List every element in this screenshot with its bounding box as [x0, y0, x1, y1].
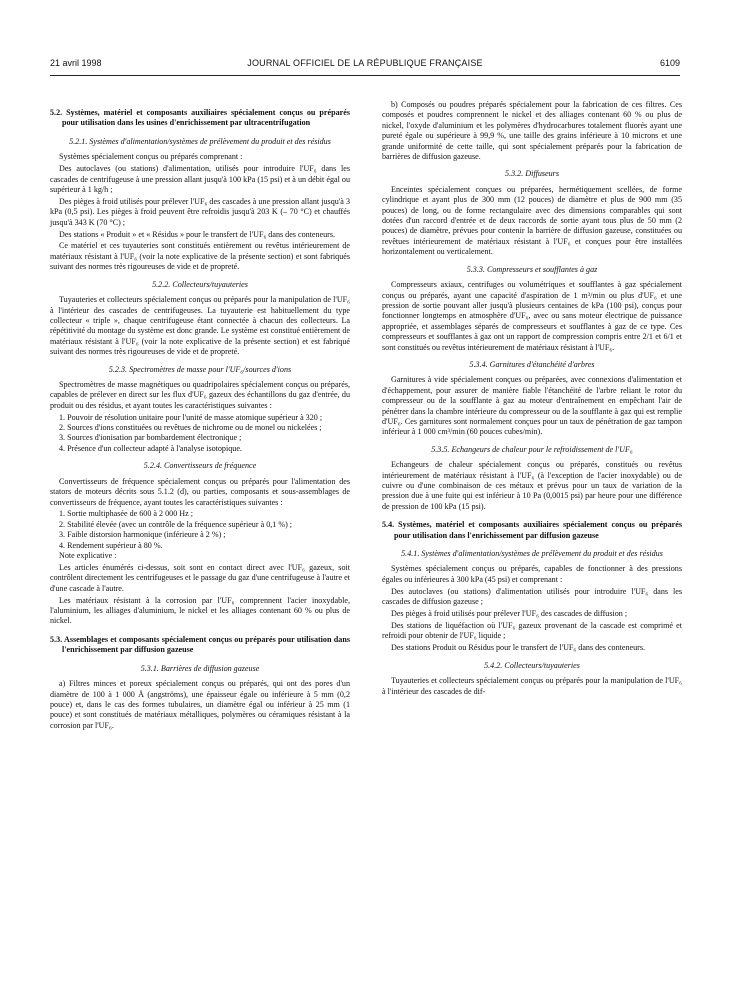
paragraph: Des stations « Produit » et « Résidus » pour le transfert de l'UF₆ dans des conteneurs. — [59, 229, 336, 239]
paragraph: Systèmes spécialement conçus ou préparés comprenant : — [59, 152, 243, 162]
paragraph: Des autoclaves (ou stations) d'alimentation utilisés pour introduire l'UF₆ dans les cascades de diffusion gazeuse ; — [382, 586, 682, 607]
paragraph: Enceintes spécialement conçues ou préparées, hermétiquement scellées, de forme cylindrique et ayant plus de 300 mm (12 pouces) de diamètre et plus de 900 mm (35 pouces) de long, ou de forme rectangulaire avec des dimensions comparables qui sont dotées d'un raccord d'entrée et de deux raccords de sortie ayant tous plus de 50 mm (2 pouces) de diamètre, prévues pour contenir la barrière de diffusion gazeuse, constituées ou revêtues intérieurement de matériaux résistant à l'UF₆ et conçues pour être installées horizontalement ou verticalement. — [382, 184, 682, 257]
subsection-heading: 5.3.2. Diffuseurs — [505, 169, 559, 179]
paragraph: Echangeurs de chaleur spécialement conçus ou préparés, constitués ou revêtus intérieurement de matériaux résistant à l'UF₆ (à l'exception de l'acier inoxydable) ou de cuivre ou d'une combinaison de ces métaux et prévus pour un taux de variation de la pression due à une fuite qui est inférieur à 10 Pa (0,0015 psi) par heure pour une différence de pression de 100 kPa (15 psi). — [382, 460, 682, 511]
header-journal-title: JOURNAL OFFICIEL DE LA RÉPUBLIQUE FRANÇAISE — [247, 58, 483, 68]
note-label: Note explicative : — [59, 551, 117, 561]
subsection-heading: 5.3.5. Echangeurs de chaleur pour le refroidissement de l'UF₆ — [431, 444, 633, 454]
paragraph: Tuyauteries et collecteurs spécialement conçus ou préparés pour la manipulation de l'UF₆ à l'intérieur des cascades de centrifugeuses. La tuyauterie est habituellement du type collecteur « triple », chaque centrifugeuse étant connectée à chacun des collecteurs. La répétitivité du montage du système est donc grande. Le système est constitué entièrement de matériaux résistant à l'UF₆ (voir la note explicative de la présente section) et est fabriqué suivant des normes très rigoureuses de vide et de propreté. — [50, 295, 350, 357]
list-item: 1. Sortie multiphasée de 600 à 2 000 Hz ; — [59, 509, 193, 519]
page-header — [50, 58, 680, 72]
paragraph: Convertisseurs de fréquence spécialement conçus ou préparés pour l'alimentation des stators de moteurs décrits sous 5.1.2 (d), ou parties, composants et sous-assemblages de convertisseurs de fréquence, ayant toutes les caractéristiques suivantes : — [50, 476, 350, 507]
paragraph: Tuyauteries et collecteurs spécialement conçus ou préparés pour la manipulation de l'UF₆ à l'intérieur des cascades de dif- — [382, 676, 682, 696]
paragraph: Ce matériel et ces tuyauteries sont constitués entièrement ou revêtus intérieurement de matériaux résistant à l'UF₆ (voir la note explicative de la présente section) et sont fabriqués suivant des normes très rigoureuses de vide et de propreté. — [50, 241, 350, 272]
subsection-heading: 5.4.1. Systèmes d'alimentation/systèmes de prélèvement du produit et des résidus — [401, 549, 663, 559]
left-column — [50, 100, 350, 733]
paragraph: Des autoclaves (ou stations) d'alimentation, utilisés pour introduire l'UF₆ dans les cascades de centrifugeuse à une pression allant jusqu'à 100 kPa (15 psi) et à un débit égal ou supérieur à 1 kg/h ; — [50, 164, 350, 194]
subsection-heading: 5.2.3. Spectromètres de masse pour l'UF₆/sources d'ions — [108, 364, 292, 374]
list-item: 4. Rendement supérieur à 80 %. — [59, 540, 163, 550]
paragraph: b) Composés ou poudres préparés spécialement pour la fabrication de ces filtres. Ces composés et poudres comprennent le nickel et des alliages contenant 60 % ou plus de nickel, l'oxyde d'aluminium et les polymères d'hydrocarbures totalement fluorés ayant une pureté égale ou supérieure à 99,9 %, une taille des grains inférieure à 10 microns et une grande uniformité de cette taille, qui sont spécialement préparés pour la fabrication de barrières de diffusion gazeuse. — [382, 100, 682, 162]
header-page-number: 6109 — [659, 58, 680, 68]
paragraph: Compresseurs axiaux, centrifuges ou volumétriques et soufflantes à gaz spécialement conçus ou préparés, ayant une capacité d'aspiration de 1 m³/min ou plus d'UF₆ et une pression de sortie pouvant aller jusqu'à plusieurs centaines de kPa (100 psi), conçus pour fonctionner longtemps en atmosphère d'UF₆, avec ou sans moteur électrique de puissance appropriée, et assemblages séparés de compresseurs et soufflantes à gaz de ce type. Ces compresseurs et soufflantes à gaz ont un rapport de compression compris entre 2/1 et 6/1 et sont constitués ou revêtus intérieurement de matériaux résistant à l'UF₆. — [382, 280, 682, 352]
paragraph: Des stations de liquéfaction où l'UF₆ gazeux provenant de la cascade est comprimé et refroidi pour obtenir de l'UF₆ liquide ; — [382, 620, 682, 641]
paragraph: Garnitures à vide spécialement conçues ou préparées, avec connexions d'alimentation et d'échappement, pour assurer de manière fiable l'étanchéité de l'arbre reliant le rotor du compresseur ou de la soufflante à gaz au moteur d'entraînement en empêchant l'air de pénétrer dans la chambre intérieure du compresseur ou de la soufflante à gaz qui est remplie d'UF₆. Ces garnitures sont normalement conçues pour un taux de pénétration de gaz tampon inférieur à 1 000 cm³/min (60 pouces cubes/min). — [382, 375, 682, 437]
paragraph: Spectromètres de masse magnétiques ou quadripolaires spécialement conçus ou préparés, capables de prélever en direct sur les flux d'UF₆ gazeux des échantillons du gaz d'entrée, du produit ou des résidus, et ayant toutes les caractéristiques suivantes : — [50, 379, 350, 410]
list-item: 4. Présence d'un collecteur adapté à l'analyse isotopique. — [59, 443, 242, 453]
section-heading: 5.3. Assemblages et composants spécialement conçus ou préparés pour utilisation dans l'enrichissement par diffusion gazeuse — [50, 634, 350, 655]
paragraph: Les matériaux résistant à la corrosion par l'UF₆ comprennent l'acier inoxydable, l'aluminium, les alliages d'aluminium, le nickel et les alliages contenant 60 % ou plus de nickel. — [50, 595, 350, 626]
section-heading: 5.2. Systèmes, matériel et composants auxiliaires spécialement conçus ou préparés pour utilisation dans les usines d'enrichissement par ultracentrifugation — [50, 108, 350, 128]
right-column — [382, 100, 682, 698]
section-heading: 5.4. Systèmes, matériel et composants auxiliaires spécialement conçus ou préparés pour utilisation dans l'enrichissement par diffusion gazeuse — [382, 520, 682, 540]
paragraph: Des pièges à froid utilisés pour prélever l'UF₆ des cascades de diffusion ; — [391, 609, 628, 619]
list-item: 2. Sources d'ions constituées ou revêtues de nichrome ou de monel ou nickelées ; — [59, 423, 322, 433]
subsection-heading: 5.2.1. Systèmes d'alimentation/systèmes de prélèvement du produit et des résidus — [69, 136, 331, 146]
list-item: 3. Sources d'ionisation par bombardement électronique ; — [59, 433, 242, 443]
paragraph: Des stations Produit ou Résidus pour le transfert de l'UF₆ dans des conteneurs. — [391, 643, 646, 653]
list-item: 1. Pouvoir de résolution unitaire pour l'unité de masse atomique supérieur à 320 ; — [59, 412, 323, 422]
list-item: 2. Stabilité élevée (avec un contrôle de la fréquence supérieur à 0,1 %) ; — [59, 519, 293, 529]
paragraph: Des pièges à froid utilisés pour prélever l'UF₆ des cascades à une pression allant jusqu'à 3 kPa (0,5 psi). Les pièges à froid peuvent être refroidis jusqu'à 203 K (– 70 °C) et chauffés jusqu'à 343 K (70 °C) ; — [50, 196, 350, 227]
header-date: 21 avril 1998 — [50, 58, 102, 68]
subsection-heading: 5.3.3. Compresseurs et soufflantes à gaz — [466, 264, 598, 274]
subsection-heading: 5.2.2. Collecteurs/tuyauteries — [152, 279, 248, 289]
subsection-heading: 5.4.2. Collecteurs/tuyauteries — [484, 660, 580, 670]
subsection-heading: 5.3.1. Barrières de diffusion gazeuse — [140, 663, 260, 673]
paragraph: Systèmes spécialement conçus ou préparés, capables de fonctionner à des pressions égales ou inférieures à 300 kPa (45 psi) et comprenant : — [382, 564, 682, 584]
paragraph: a) Filtres minces et poreux spécialement conçus ou préparés, qui ont des pores d'un diamètre de 100 à 1 000 Å (angströms), une épaisseur égale ou inférieure à 5 mm (0,2 pouce) et, dans le cas des formes tubulaires, un diamètre égal ou inférieur à 25 mm (1 pouce) et sont constitués de matériaux métalliques, polymères ou céramiques résistant à la corrosion par l'UF₆. — [50, 679, 350, 730]
header-rule — [50, 75, 680, 76]
list-item: 3. Faible distorsion harmonique (inférieure à 2 %) ; — [59, 530, 226, 540]
paragraph: Les articles énumérés ci-dessus, soit sont en contact direct avec l'UF₆ gazeux, soit contrôlent directement les centrifugeuses et le passage du gaz d'une centrifugeuse à l'autre et d'une cascade à l'autre. — [50, 562, 350, 593]
subsection-heading: 5.3.4. Garnitures d'étanchéité d'arbres — [469, 359, 595, 369]
subsection-heading: 5.2.4. Convertisseurs de fréquence — [143, 461, 257, 471]
